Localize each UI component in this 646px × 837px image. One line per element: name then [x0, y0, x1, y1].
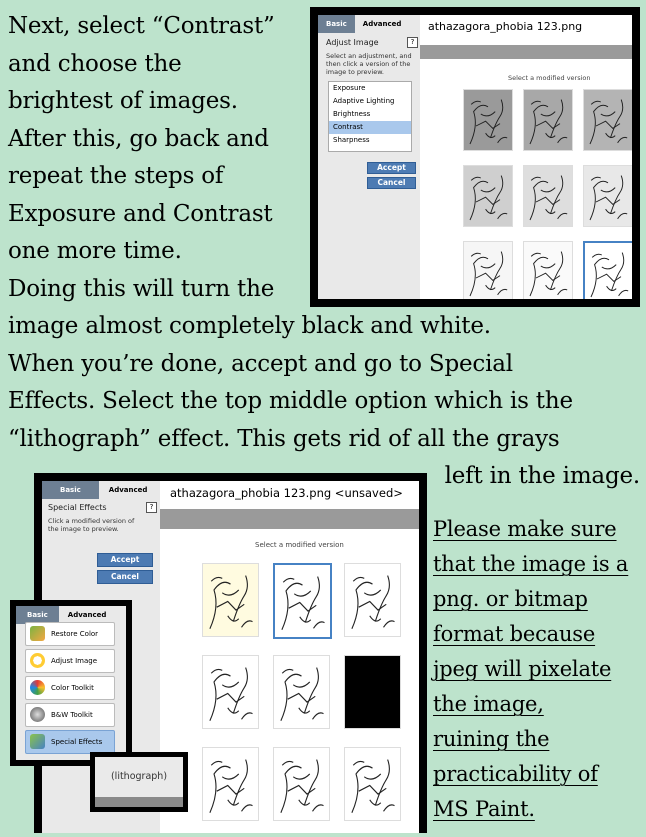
variation-thumbnail[interactable] — [523, 89, 573, 151]
tool-label: Color Toolkit — [51, 684, 94, 692]
note-line: jpeg will pixelate — [433, 657, 612, 681]
adjustment-list — [328, 81, 412, 152]
panel-description — [48, 517, 134, 533]
tab-basic[interactable]: Basic — [42, 481, 99, 499]
note-line: ruining the — [433, 727, 550, 751]
tab-advanced[interactable]: Advanced — [59, 606, 116, 624]
intro-line: one more time. — [8, 238, 182, 264]
special-effects-icon — [30, 734, 45, 749]
left-over-line: left in the image. — [444, 463, 640, 489]
cancel-button[interactable]: Cancel — [97, 570, 153, 584]
intro-line: Doing this will turn the — [8, 275, 275, 302]
description-line: the image to preview. — [48, 525, 119, 533]
intro-line: Exposure and Contrast — [8, 200, 273, 227]
color-wheel-icon — [30, 680, 45, 695]
variation-thumbnail[interactable] — [273, 655, 330, 729]
note-line: practicability of — [433, 762, 598, 786]
variation-thumbnail[interactable] — [463, 165, 513, 227]
adjustment-contrast[interactable]: Contrast — [329, 121, 411, 134]
intro-line: brightest of images. — [8, 88, 238, 114]
note-line: the image, — [433, 692, 544, 716]
variation-thumbnail[interactable] — [583, 241, 632, 299]
variation-thumbnail[interactable] — [344, 563, 401, 637]
continued-line: Effects. Select the top middle option which is the — [8, 388, 573, 414]
description-line: then click a version of the — [326, 60, 411, 68]
note-line: Please make sure — [433, 517, 617, 541]
tab-basic[interactable]: Basic — [16, 606, 59, 624]
note-line: that the image is a — [433, 552, 629, 576]
variation-thumbnail[interactable] — [202, 747, 259, 821]
variation-thumbnail[interactable] — [523, 241, 573, 299]
select-header: Select a modified version — [508, 74, 591, 82]
adjustment-adaptive-lighting[interactable]: Adaptive Lighting — [333, 97, 395, 105]
variation-thumbnail[interactable] — [202, 655, 259, 729]
variation-thumbnail[interactable] — [463, 89, 513, 151]
format-note — [433, 512, 643, 827]
variation-thumbnail[interactable] — [463, 241, 513, 299]
note-line: format because — [433, 622, 596, 646]
tool-color-toolkit[interactable] — [25, 676, 115, 700]
tool-label: B&W Toolkit — [51, 711, 93, 719]
variation-thumbnail[interactable] — [273, 747, 330, 821]
continued-line: image almost completely black and white. — [8, 313, 491, 339]
toolbar-strip — [420, 45, 632, 59]
screenshot-tool-list — [10, 600, 132, 766]
description-line: Select an adjustment, and — [326, 52, 412, 60]
accept-button[interactable]: Accept — [97, 553, 153, 567]
intro-line: Next, select “Contrast” — [8, 13, 275, 39]
adjustment-brightness[interactable]: Brightness — [333, 110, 371, 118]
tooltip-text: (lithograph) — [110, 771, 168, 782]
sun-icon — [30, 653, 45, 668]
tab-advanced[interactable]: Advanced — [355, 15, 410, 33]
variation-thumbnail[interactable] — [202, 563, 259, 637]
tool-label: Special Effects — [51, 738, 103, 746]
intro-text — [8, 8, 308, 308]
tool-bw-toolkit[interactable] — [25, 703, 115, 727]
panel-description — [326, 52, 412, 76]
bw-icon — [30, 707, 45, 722]
tool-label: Adjust Image — [51, 657, 98, 665]
variation-thumbnail[interactable] — [583, 165, 632, 227]
intro-line: repeat the steps of — [8, 163, 224, 189]
filename: athazagora_phobia 123.png — [428, 20, 583, 33]
adjustment-exposure[interactable]: Exposure — [333, 84, 366, 92]
continued-text — [8, 308, 573, 458]
description-line: Click a modified version of — [48, 517, 135, 525]
select-header: Select a modified version — [255, 541, 344, 549]
tooltip-body — [95, 757, 183, 797]
panel-title: Adjust Image — [326, 38, 379, 47]
help-icon[interactable]: ? — [146, 502, 157, 513]
continued-line: “lithograph” effect. This gets rid of all the grays — [8, 425, 560, 452]
filename: athazagora_phobia 123.png <unsaved> — [170, 486, 403, 500]
description-line: image to preview. — [326, 68, 384, 76]
note-line: MS Paint. — [433, 797, 535, 821]
continued-line: When you’re done, accept and go to Special — [8, 350, 513, 377]
variation-thumbnail[interactable] — [344, 655, 401, 729]
intro-line: and choose the — [8, 50, 182, 77]
tool-adjust-image[interactable] — [25, 649, 115, 673]
help-icon[interactable]: ? — [407, 37, 418, 48]
variation-thumbnail[interactable] — [523, 165, 573, 227]
screenshot-adjust-image — [310, 7, 640, 307]
tab-basic[interactable]: Basic — [318, 15, 355, 33]
tooltip-bar — [95, 797, 183, 807]
cancel-button[interactable]: Cancel — [367, 177, 416, 189]
panel-title: Special Effects — [48, 503, 107, 512]
tool-restore-color[interactable] — [25, 622, 115, 646]
variation-thumbnail[interactable] — [583, 89, 632, 151]
adjustment-sharpness[interactable]: Sharpness — [333, 136, 370, 144]
tab-advanced[interactable]: Advanced — [99, 481, 158, 499]
tooltip-callout — [90, 752, 188, 812]
intro-line: After this, go back and — [8, 125, 269, 152]
accept-button[interactable]: Accept — [367, 162, 416, 174]
variation-thumbnail[interactable] — [344, 747, 401, 821]
tool-special-effects[interactable] — [25, 730, 115, 754]
restore-color-icon — [30, 626, 45, 641]
variation-thumbnail[interactable] — [273, 563, 332, 639]
note-line: png. or bitmap — [433, 587, 588, 611]
tool-label: Restore Color — [51, 630, 99, 638]
toolbar-strip — [160, 509, 419, 529]
side-panel — [318, 15, 420, 299]
